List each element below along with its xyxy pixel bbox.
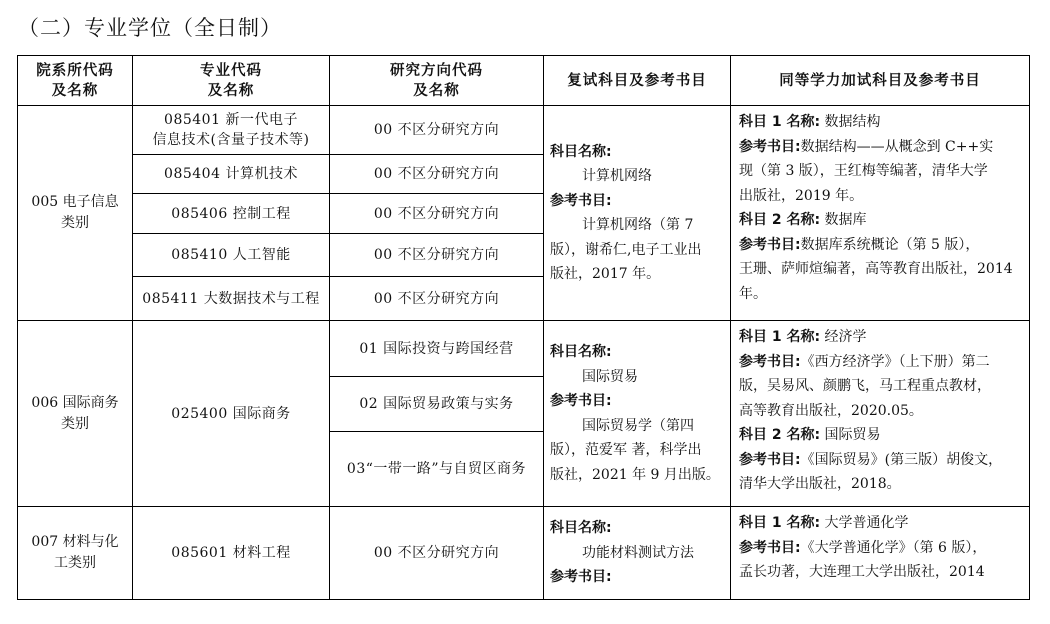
- section-heading: （二）专业学位（全日制）: [18, 16, 282, 40]
- header-extra-exam: 同等学力加试科目及参考书目: [731, 56, 1030, 106]
- retest-cell: 科目名称: 计算机网络 参考书目: 计算机网络（第 7 版），谢希仁,电子工业出 版社，2017 年。: [544, 106, 731, 321]
- retest-cell: 科目名称: 国际贸易 参考书目: 国际贸易学（第四 版），范爱军 著，科学出 版社，2021 年 9 月出版。: [544, 321, 731, 507]
- header-major: 专业代码 及名称: [133, 56, 330, 106]
- table-row: [18, 321, 1030, 377]
- direction-cell: 00 不区分研究方向: [330, 277, 544, 321]
- direction-cell: 03“一带一路”与自贸区商务: [330, 432, 544, 507]
- major-cell: 085406 控制工程: [133, 194, 330, 234]
- direction-cell: 00 不区分研究方向: [330, 234, 544, 277]
- direction-cell: 00 不区分研究方向: [330, 507, 544, 600]
- extra-exam-cell: 科目 1 名称: 经济学 参考书目:《西方经济学》（上下册）第二 版，吴易风、颜鹏飞，马工程重点教材， 高等教育出版社，2020.05。 科目 2 名称: 国际贸易 参考书目:《国际贸易》(第三版）胡俊文， 清华大学出版社，2018。: [731, 321, 1030, 507]
- major-cell: 085404 计算机技术: [133, 155, 330, 194]
- table-row: [18, 507, 1030, 600]
- major-cell: 025400 国际商务: [133, 321, 330, 507]
- header-row: [18, 56, 1030, 106]
- header-dept: 院系所代码 及名称: [18, 56, 133, 106]
- header-retest: 复试科目及参考书目: [544, 56, 731, 106]
- table-row: [18, 106, 1030, 155]
- major-cell: 085410 人工智能: [133, 234, 330, 277]
- major-cell: 085601 材料工程: [133, 507, 330, 600]
- extra-exam-cell: 科目 1 名称: 数据结构 参考书目:数据结构——从概念到 C++实 现（第 3 版），王红梅等编著，清华大学 出版社，2019 年。 科目 2 名称: 数据库 参考书目:数据库系统概论（第 5 版）， 王珊、萨师煊编著，高等教育出版社，2014 年。: [731, 106, 1030, 321]
- dept-cell: 006 国际商务 类别: [18, 321, 133, 507]
- retest-cell: 科目名称: 功能材料测试方法 参考书目:: [544, 507, 731, 600]
- dept-cell: 005 电子信息 类别: [18, 106, 133, 321]
- admission-table: [17, 55, 1030, 600]
- major-cell: 085401 新一代电子 信息技术(含量子技术等): [133, 106, 330, 155]
- dept-cell: 007 材料与化 工类别: [18, 507, 133, 600]
- major-cell: 085411 大数据技术与工程: [133, 277, 330, 321]
- header-direction: 研究方向代码 及名称: [330, 56, 544, 106]
- direction-cell: 00 不区分研究方向: [330, 155, 544, 194]
- direction-cell: 01 国际投资与跨国经营: [330, 321, 544, 377]
- direction-cell: 02 国际贸易政策与实务: [330, 377, 544, 432]
- extra-exam-cell: 科目 1 名称: 大学普通化学 参考书目:《大学普通化学》（第 6 版）， 孟长功著，大连理工大学出版社，2014: [731, 507, 1030, 600]
- direction-cell: 00 不区分研究方向: [330, 106, 544, 155]
- direction-cell: 00 不区分研究方向: [330, 194, 544, 234]
